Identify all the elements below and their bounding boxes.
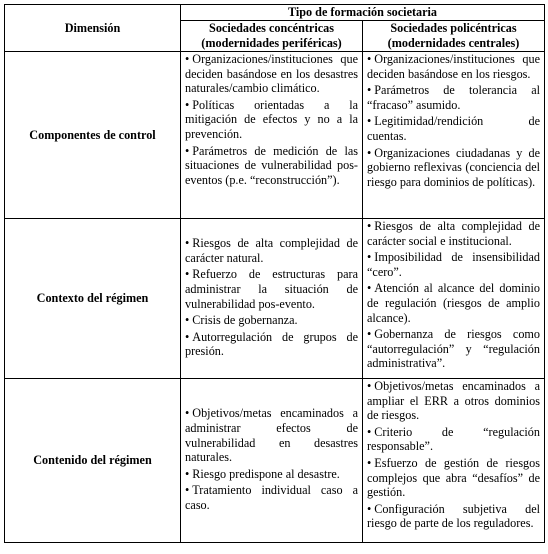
list-item: • Crisis de gobernanza.	[185, 313, 358, 328]
header-formation-type: Tipo de formación societaria	[181, 5, 545, 21]
header-polycentric-line1: Sociedades policéntricas	[390, 21, 517, 35]
bullet-list	[367, 219, 540, 371]
list-item: • Configuración subjetiva del riesgo de parte de los reguladores.	[367, 502, 540, 531]
row-dimension-label: Componentes de control	[5, 52, 181, 219]
list-item: • Organizaciones/instituciones que deciden basándose en los desastres naturales/cambio climático.	[185, 52, 358, 96]
header-polycentric-line2: (modernidades centrales)	[387, 35, 520, 50]
header-polycentric	[363, 21, 545, 52]
list-item: • Gobernanza de riesgos como “autorregulación” y “regulación administrativa”.	[367, 327, 540, 371]
list-item: • Criterio de “regulación responsable”.	[367, 425, 540, 454]
list-item: • Organizaciones ciudadanas y de gobierno reflexivas (conciencia del riesgo para dominios de políticas).	[367, 146, 540, 190]
list-item: • Imposibilidad de insensibilidad “cero”.	[367, 250, 540, 279]
bullet-list	[367, 52, 540, 189]
bullet-list	[185, 52, 358, 187]
list-item: • Autorregulación de grupos de presión.	[185, 330, 358, 359]
list-item: • Políticas orientadas a la mitigación de efectos y no a la prevención.	[185, 98, 358, 142]
list-item: • Riesgos de alta complejidad de carácter social e institucional.	[367, 219, 540, 248]
row-dimension-label: Contenido del régimen	[5, 379, 181, 543]
table-row	[5, 379, 545, 543]
header-dimension: Dimensión	[5, 5, 181, 52]
polycentric-cell	[363, 379, 545, 543]
list-item: • Parámetros de medición de las situaciones de vulnerabilidad pos-eventos (p.e. “reconstrucción”).	[185, 144, 358, 188]
header-concentric	[181, 21, 363, 52]
list-item: • Esfuerzo de gestión de riesgos complejos que abra “desafíos” de gestión.	[367, 456, 540, 500]
list-item: • Objetivos/metas encaminados a administrar efectos de vulnerabilidad en desastres naturales.	[185, 406, 358, 464]
concentric-cell	[181, 219, 363, 379]
list-item: • Legitimidad/rendición de cuentas.	[367, 114, 540, 143]
bullet-list	[185, 236, 358, 359]
table-row	[5, 52, 545, 219]
list-item: • Parámetros de tolerancia al “fracaso” asumido.	[367, 83, 540, 112]
list-item: • Organizaciones/instituciones que deciden basándose en los riesgos.	[367, 52, 540, 81]
list-item: • Riesgo predispone al desastre.	[185, 467, 358, 482]
list-item: • Riesgos de alta complejidad de carácter natural.	[185, 236, 358, 265]
polycentric-cell	[363, 219, 545, 379]
concentric-cell	[181, 52, 363, 219]
table-row	[5, 219, 545, 379]
concentric-cell	[181, 379, 363, 543]
bullet-list	[367, 379, 540, 531]
header-concentric-line2: (modernidades periféricas)	[201, 35, 342, 50]
list-item: • Objetivos/metas encaminados a ampliar el ERR a otros dominios de riesgos.	[367, 379, 540, 423]
row-dimension-label: Contexto del régimen	[5, 219, 181, 379]
list-item: • Tratamiento individual caso a caso.	[185, 483, 358, 512]
list-item: • Refuerzo de estructuras para administrar la situación de vulnerabilidad pos-evento.	[185, 267, 358, 311]
list-item: • Atención al alcance del dominio de regulación (riesgos de amplio alcance).	[367, 281, 540, 325]
polycentric-cell	[363, 52, 545, 219]
header-concentric-line1: Sociedades concéntricas	[209, 21, 334, 35]
regime-table	[4, 4, 545, 543]
bullet-list	[185, 406, 358, 512]
